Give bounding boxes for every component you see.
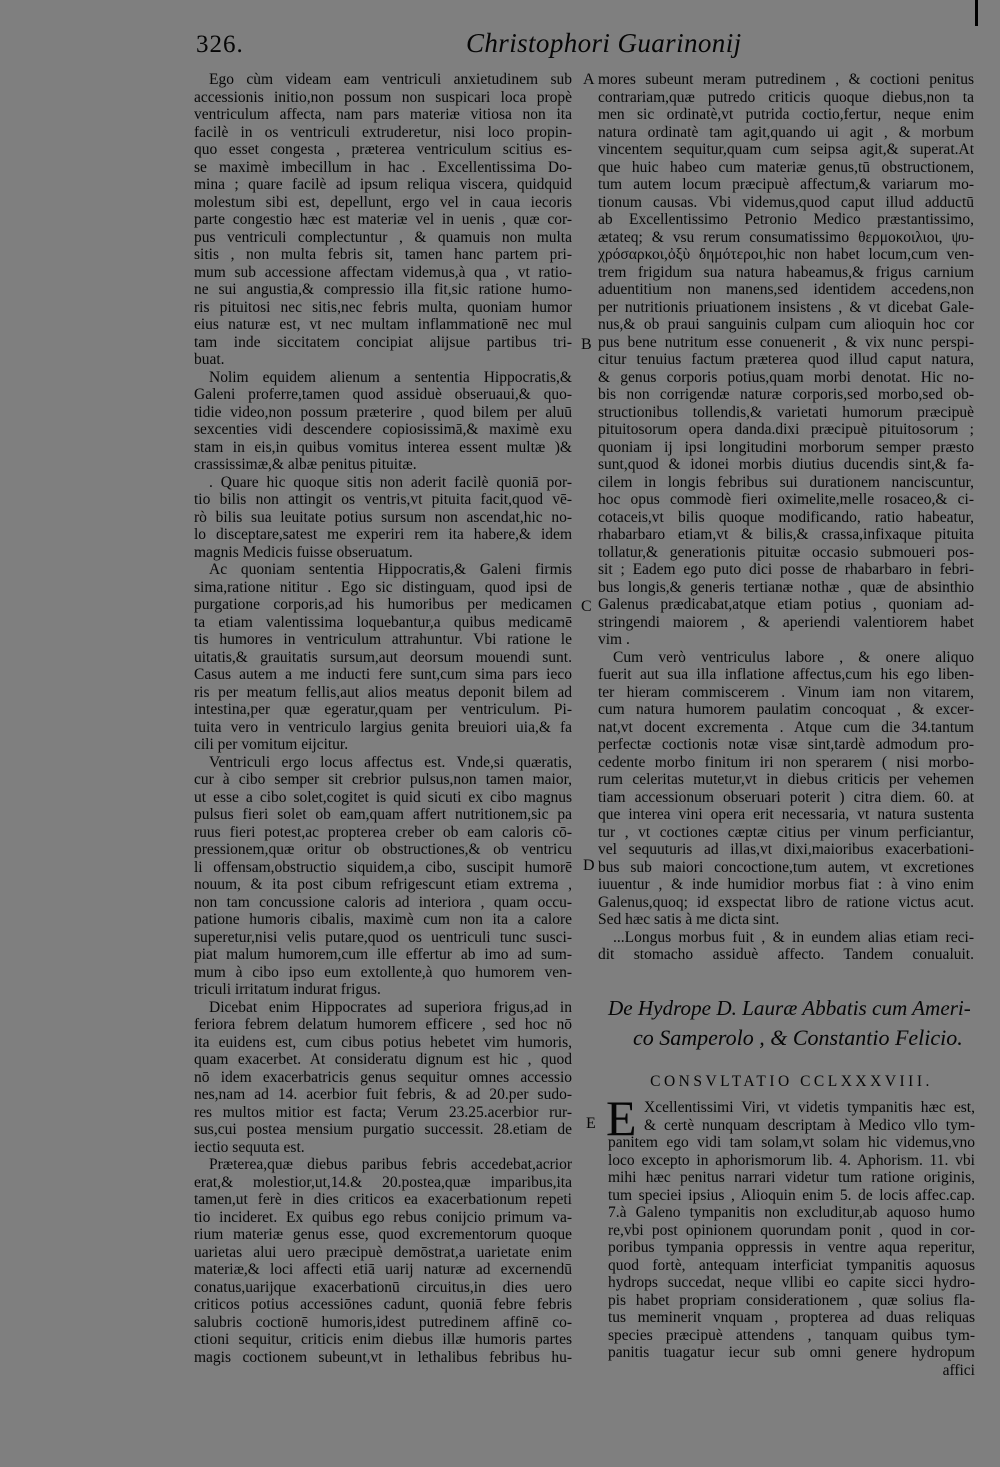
text-line: quoniam ij ipsi longitudini morborum semper præsto bbox=[598, 438, 974, 456]
text-line: Dicebat enim Hippocrates ad superiora frigus,ad in bbox=[209, 998, 572, 1016]
text-line: molestum sibi est, depellunt, ergo vel in caua iecoris bbox=[194, 193, 572, 211]
text-line: quo esset congesta , præterea ventriculum scitius es- bbox=[194, 141, 572, 158]
text-line: Galenus prædicabat,atque etiam potius , quoniam ad- bbox=[598, 596, 974, 613]
text-line: ta etiam valentissima loquebantur,a quibus medicamē bbox=[194, 613, 572, 631]
text-line: quam exacerbet. At consideratu dignum est hic , quod bbox=[194, 1051, 572, 1068]
text-line: rium materiæ genus esse, quod excrementorum quoque bbox=[194, 1226, 572, 1243]
text-line: Casus autem a me inducti fere sunt,cum sima pars ieco bbox=[194, 666, 572, 683]
text-line: magnis Medicis fuisse obseruatum. bbox=[194, 543, 413, 561]
text-line: tiam accessionum obseruari poterit ) citra diem. 60. at bbox=[598, 788, 974, 806]
text-line: citur tenuius factum præterea quod illud caput natura, bbox=[598, 351, 974, 368]
text-line: non tam concussione caloris ad interiora , quam occu- bbox=[194, 893, 572, 911]
text-line: pulsus fieri solet ob eam,quam affert nutritionem,sic pa bbox=[194, 806, 572, 823]
text-line: panitem ego vidi tam solam,vt solam hic videmus,vno bbox=[608, 1134, 975, 1151]
text-line: tio bilis non attingit os ventris,vt pituita facit,quod vē- bbox=[194, 491, 572, 508]
text-line: Cum verò ventriculus labore , & onere aliquo bbox=[613, 648, 974, 666]
text-line: sima,ratione nititur . Ego sic distinguam, quod ipsi de bbox=[194, 578, 572, 596]
text-line: fuerit aut sua illa inflatione affectus,cum his ego liben- bbox=[598, 666, 974, 683]
text-line: cilem in longis febribus sui durationem nanciscuntur, bbox=[598, 473, 974, 491]
text-line: Ac quoniam sententia Hippocratis,& Galeni firmis bbox=[209, 561, 572, 578]
text-line: ris per meatum fellis,aut alios meatus deponit bilem ad bbox=[194, 683, 572, 701]
drop-cap: E bbox=[606, 1090, 637, 1146]
text-line: superetur,nisi velis putare,quod os uentriculi tunc susci- bbox=[194, 928, 572, 946]
section-heading-line: co Samperolo , & Constantio Felicio. bbox=[633, 1025, 963, 1050]
text-line: Ego cùm videam eam ventriculi anxietudinem sub bbox=[209, 71, 572, 88]
text-line: aduentitium non manens,sed identidem accedens,non bbox=[598, 281, 974, 298]
text-line: ut esse a cibo solet,cogitet is quid sicuti ex cibo magnus bbox=[194, 788, 572, 806]
text-line: tollatur,& generationis pituitæ occasio submoueri pos- bbox=[598, 543, 974, 561]
text-line: vim . bbox=[598, 631, 630, 648]
text-line: ita euidens est, cum cibus potius hebetet vim humoris, bbox=[194, 1033, 572, 1051]
catchword: affici bbox=[942, 1362, 975, 1379]
text-line: men sic ordinatè,vt putrida coctio,fertur, neque enim bbox=[598, 106, 974, 123]
section-body bbox=[608, 1099, 975, 1362]
text-line: sus,cui postea mensium purgatio successit. 28.etiam de bbox=[194, 1121, 572, 1138]
text-line: parte congestio hæc est materiæ vel in uenis , quæ cor- bbox=[194, 211, 572, 228]
text-line: perfectæ coctionis notæ visæ sint,tardè admodum pro- bbox=[598, 736, 974, 753]
text-line: nouum, & ita post cibum refrigescunt etiam extrema , bbox=[194, 876, 572, 893]
text-line: uitatis,& grauitatis sursum,aut deorsum mouendi sunt. bbox=[194, 648, 572, 666]
text-line: cum natura humorem paulatim concoquat , & excer- bbox=[598, 701, 974, 718]
text-line: intestina,per quæ egeratur,quam per ventriculum. Pi- bbox=[194, 701, 572, 718]
text-line: nus,& ob praui sanguinis culpam cum alioquin hoc cor bbox=[598, 316, 974, 333]
text-line: conatus,uarijque exacerbationū circuitus,in dies uero bbox=[194, 1278, 572, 1296]
text-line: mihi hæc penitus narrari videtur tum ratione originis, bbox=[608, 1169, 975, 1186]
text-line: pituitosorum opera danda.dixi præcipuè pituitosorum ; bbox=[598, 421, 974, 438]
right-column bbox=[598, 71, 974, 964]
text-line: iuuentur , & inde humidior morbus fiat : à vino enim bbox=[598, 876, 974, 893]
text-line: poribus tympania oppressis in ventre aqua reperitur, bbox=[608, 1239, 975, 1256]
section-heading bbox=[608, 994, 975, 1052]
margin-letter-a: A bbox=[583, 71, 595, 88]
text-line: tum speciei ipsius , Alioquin enim 5. de locis affec.cap. bbox=[608, 1186, 975, 1204]
text-line: cili per vomitum eijcitur. bbox=[194, 736, 349, 753]
text-line: tum autem locum præcipuè affectum,& variarum mo- bbox=[598, 176, 974, 193]
text-line: quod fortè, antequam interficiat tympanitis aquosus bbox=[608, 1256, 975, 1274]
text-line: materiæ,& loci affecti etiā uarij naturæ ad excernendū bbox=[194, 1261, 572, 1278]
text-line: ris pituitosi nec sitis,nec febris multa, quoniam humor bbox=[194, 298, 572, 316]
text-line: ...Longus morbus fuit , & in eundem alias etiam reci- bbox=[613, 928, 974, 946]
text-line: loco excepto in aphorismorum lib. 4. Aphorism. 11. vbi bbox=[608, 1151, 975, 1169]
text-line: panitis tuagatur iecur sub omni genere hydropum bbox=[608, 1344, 975, 1361]
text-line: lo disceptare,satest me experiri rem ita habere,& idem bbox=[194, 526, 572, 543]
text-line: facilè in os ventriculi extruderetur, nisi loco propin- bbox=[194, 123, 572, 141]
text-line: bus longis,& generis tertianæ nothæ , quæ de absinthio bbox=[598, 578, 974, 596]
text-line: ctioni sequitur, criticis enim diebus illæ humoris partes bbox=[194, 1331, 572, 1348]
text-line: nō idem exacerbatricis genus sequitur omnes accessio bbox=[194, 1068, 572, 1086]
margin-letter-e: E bbox=[586, 1115, 596, 1132]
text-line: tionum causas. Vbi videmus,quod caput illud adductū bbox=[598, 193, 974, 211]
text-line: Nolim equidem alienum a sententia Hippocratis,& bbox=[209, 368, 572, 386]
text-line: hydrops succedat, neque vllibi eo capite sicci hydro- bbox=[608, 1274, 975, 1291]
text-line: contrariam,quæ putredo criticis quoque diebus,non ta bbox=[598, 88, 974, 106]
text-line: tur , vt coctiones cæptæ citius per vinum perficiantur, bbox=[598, 823, 974, 841]
text-line: se maximè imbecillum in hac . Excellentissima Do- bbox=[194, 158, 572, 176]
text-line: accessionis initio,non possum non suspicari loca propè bbox=[194, 88, 572, 106]
text-line: piat malum humorem,cum ille effertur ab imo ad sum- bbox=[194, 946, 572, 963]
text-line: ne sui angustia,& compressio illa fit,sic ratione humo- bbox=[194, 281, 572, 298]
text-line: Ventriculi ergo locus affectus est. Vnde,si quæratis, bbox=[209, 753, 572, 771]
text-line: pressionem,quæ oritur ob obstructiones,& ob ventricu bbox=[194, 841, 572, 858]
running-title: Christophori Guarinonij bbox=[466, 28, 742, 58]
text-line: rum celeritas mutetur,vt in diebus criticis per vehemen bbox=[598, 771, 974, 788]
text-line: vel sequuturis ad illas,vt dixi,maioribus exacerbationi- bbox=[598, 841, 974, 858]
text-line: mores subeunt meram putredinem , & coctioni penitus bbox=[598, 71, 974, 88]
text-line: Xcellentissimi Viri, vt videtis tympanitis hæc est, bbox=[644, 1099, 975, 1116]
text-line: crassissimæ,& albæ penitus pituitæ. bbox=[194, 456, 417, 473]
text-line: cotaceis,vt bilis quoque modificando, ratio habeatur, bbox=[598, 508, 974, 526]
text-line: eius naturæ est, vt nec multam inflammationē nec mul bbox=[194, 316, 572, 333]
text-line: χρόσαρκοι,ὀξὺ δημότεροι,hic non habet locum,cum ven- bbox=[598, 246, 974, 263]
text-line: Galenus,quoq; id exspectat libro de ratione victus acut. bbox=[598, 893, 974, 911]
page-number: 326. bbox=[196, 31, 244, 58]
text-line: nes,nam ad 14. acerbior fuit febris, & ad 20.per sudo- bbox=[194, 1086, 572, 1103]
text-line: sitis , non multa febris sit, tamen hanc partem pri- bbox=[194, 246, 572, 263]
text-line: tam inde siccitatem concipiat alijsue partibus tri- bbox=[194, 333, 572, 351]
text-line: ætateq; & vsu rerum consumatissimo θερμοκοιλιοι, ψυ- bbox=[598, 228, 974, 246]
text-line: stringendi maiorem , & aperiendi valentiorem habet bbox=[598, 613, 974, 631]
text-line: uarietas alui uero præcipuè demōstrat,a uarietate enim bbox=[194, 1243, 572, 1261]
text-line: mum sub accessione affectam videmus,à qua , vt ratio- bbox=[194, 263, 572, 281]
text-line: hoc opus commodè fieri oximelite,melle rosaceo,& ci- bbox=[598, 491, 974, 508]
text-line: patione humoris cibalis, maximè cum non ita a calore bbox=[194, 911, 572, 928]
text-line: pus bene nutritum esse conuenerit , & vix nunc perspi- bbox=[598, 333, 974, 351]
text-line: bis non corrigendæ naturæ corporis,sed morbo,sed ob- bbox=[598, 386, 974, 403]
text-line: tus meminerit vnquam , propterea ad duas reliquas bbox=[608, 1309, 975, 1326]
text-line: que interea vini opera erit necessaria, vt natura sustenta bbox=[598, 806, 974, 823]
text-line: ter hieram commiscerem . Vinum iam non vitarem, bbox=[598, 683, 974, 701]
text-line: nat,vt docent excrementa . Atque cum die 34.tantum bbox=[598, 718, 974, 736]
text-line: Præterea,quæ diebus paribus febris accedebat,acrior bbox=[209, 1156, 572, 1173]
text-line: bus sub maiori concoctione,tum autem, vt excretiones bbox=[598, 858, 974, 876]
text-line: tis humores in ventriculum attrahuntur. Vbi ratione le bbox=[194, 631, 572, 648]
text-line: Galeni proferre,tamen quod assiduè obseruaui,& quo- bbox=[194, 386, 572, 403]
text-line: & genus corporis potius,quam morbi denotat. Hic no- bbox=[598, 368, 974, 386]
margin-letter-c: C bbox=[581, 598, 592, 615]
text-line: structionibus tollendis,& varietati humorum præcipuè bbox=[598, 403, 974, 421]
section-heading-line: De Hydrope D. Lauræ Abbatis cum Ameri- bbox=[608, 996, 971, 1020]
text-line: iectio sequuta est. bbox=[194, 1138, 305, 1156]
text-line: que huic habeo cum materiæ genus,tū obstructionem, bbox=[598, 158, 974, 176]
text-line: salubris coctionē humoris,idest putredinem affinē co- bbox=[194, 1313, 572, 1331]
text-line: ab Excellentissimo Petronio Medico præstantissimo, bbox=[598, 211, 974, 228]
text-line: tamen,ut ferè in dies criticos ea exacerbationum repeti bbox=[194, 1191, 572, 1208]
text-line: re,vbi post opinionem quorundam ponit , quod in cor- bbox=[608, 1221, 975, 1239]
text-line: pus ventriculi complectuntur , & quamuis non multa bbox=[194, 228, 572, 246]
text-line: trem frigidum sua natura habeamus,& frigus carnium bbox=[598, 263, 974, 281]
text-line: sexcenties vidi descendere copiosissimā,& maximè exu bbox=[194, 421, 572, 438]
text-line: ruus fieri potest,ac propterea creber ob eam caloris cō- bbox=[194, 823, 572, 841]
margin-letter-d: D bbox=[583, 857, 595, 874]
text-line: feriora febrem delatum humorem efficere , sed hoc nō bbox=[194, 1016, 572, 1033]
text-line: cedente morbo finitum iri non sperarem ( nisi morbo- bbox=[598, 753, 974, 771]
text-line: buat. bbox=[194, 351, 225, 368]
left-column bbox=[194, 71, 572, 1366]
text-line: erat,& molestior,ut,14.& 20.postea,quæ imparibus,ita bbox=[194, 1173, 572, 1191]
text-line: sunt,quod & idonei morbis diutius ducendis sint,& fa- bbox=[598, 456, 974, 473]
text-line: vincentem sequitur,quam cum seipsa agit,& superat.At bbox=[598, 141, 974, 158]
page-edge-line bbox=[975, 0, 978, 26]
text-line: dit stomacho assiduè affecto. Tandem conualuit. bbox=[598, 946, 974, 963]
text-line: ventriculum affecta, nam pars materiæ vitiosa non ita bbox=[194, 106, 572, 123]
text-line: Sed hæc satis à me dicta sint. bbox=[598, 911, 780, 928]
text-line: rhabarbaro etiam,vt & bilis,& crassa,infixaque pituita bbox=[598, 526, 974, 543]
text-line: natura ordinatè tam agit,quando ui agit , & morbum bbox=[598, 123, 974, 141]
text-line: rò bilis sua leuitate potius sursum non ascendat,hic no- bbox=[194, 508, 572, 526]
text-line: purgatione corporis,ad his humoribus per medicamen bbox=[194, 596, 572, 613]
text-line: 7.à Galeno tympanitis non excluditur,ab aquoso humo bbox=[608, 1204, 975, 1221]
text-line: triculi irritatum indurat frigus. bbox=[194, 981, 381, 998]
text-line: stam in eis,in quibus vomitus interea essent multæ )& bbox=[194, 438, 572, 456]
text-line: tidie video,non possum præterire , quod bilem per aluū bbox=[194, 403, 572, 421]
text-line: sit ; Eadem ego puto dici posse de rhabarbaro in febri- bbox=[598, 561, 974, 578]
text-line: mina ; quare facilè ad ipsum reliqua viscera, quidquid bbox=[194, 176, 572, 193]
text-line: pis habet propriam considerationem , quæ solius fla- bbox=[608, 1291, 975, 1309]
text-line: li offensam,obstructio siquidem,a cibo, suscipit humorē bbox=[194, 858, 572, 876]
text-line: tio incideret. Ex quibus ego rebus conijcio primum va- bbox=[194, 1208, 572, 1226]
text-line: species præcipuè attendens , tanquam quibus tym- bbox=[608, 1326, 975, 1344]
text-line: mum à cibo ipso eum extollente,à quo humorem ven- bbox=[194, 963, 572, 981]
text-line: res multos mitior est facta; Verum 23.25.acerbior rur- bbox=[194, 1103, 572, 1121]
text-line: criticos potius accessiōnes cadunt, quoniā febre febris bbox=[194, 1296, 572, 1313]
text-line: cur à cibo semper sit crebrior pulsus,non tamen maior, bbox=[194, 771, 572, 788]
text-line: magis coctionem subeunt,vt in lethalibus febribus hu- bbox=[194, 1348, 572, 1366]
text-line: tuita vero in ventriculo largius genita breuiori uia,& fa bbox=[194, 718, 572, 736]
consultation-label: CONSVLTATIO CCLXXXVIII. bbox=[650, 1073, 933, 1090]
margin-letter-b: B bbox=[581, 336, 592, 353]
text-line: & certè nunquam descriptam à Medico vllo tym- bbox=[644, 1116, 975, 1134]
text-line: . Quare hic quoque sitis non aderit facilè quoniā por- bbox=[209, 473, 572, 491]
text-line: per nutritionis priuationem insistens , & vt dicebat Gale- bbox=[598, 298, 974, 316]
